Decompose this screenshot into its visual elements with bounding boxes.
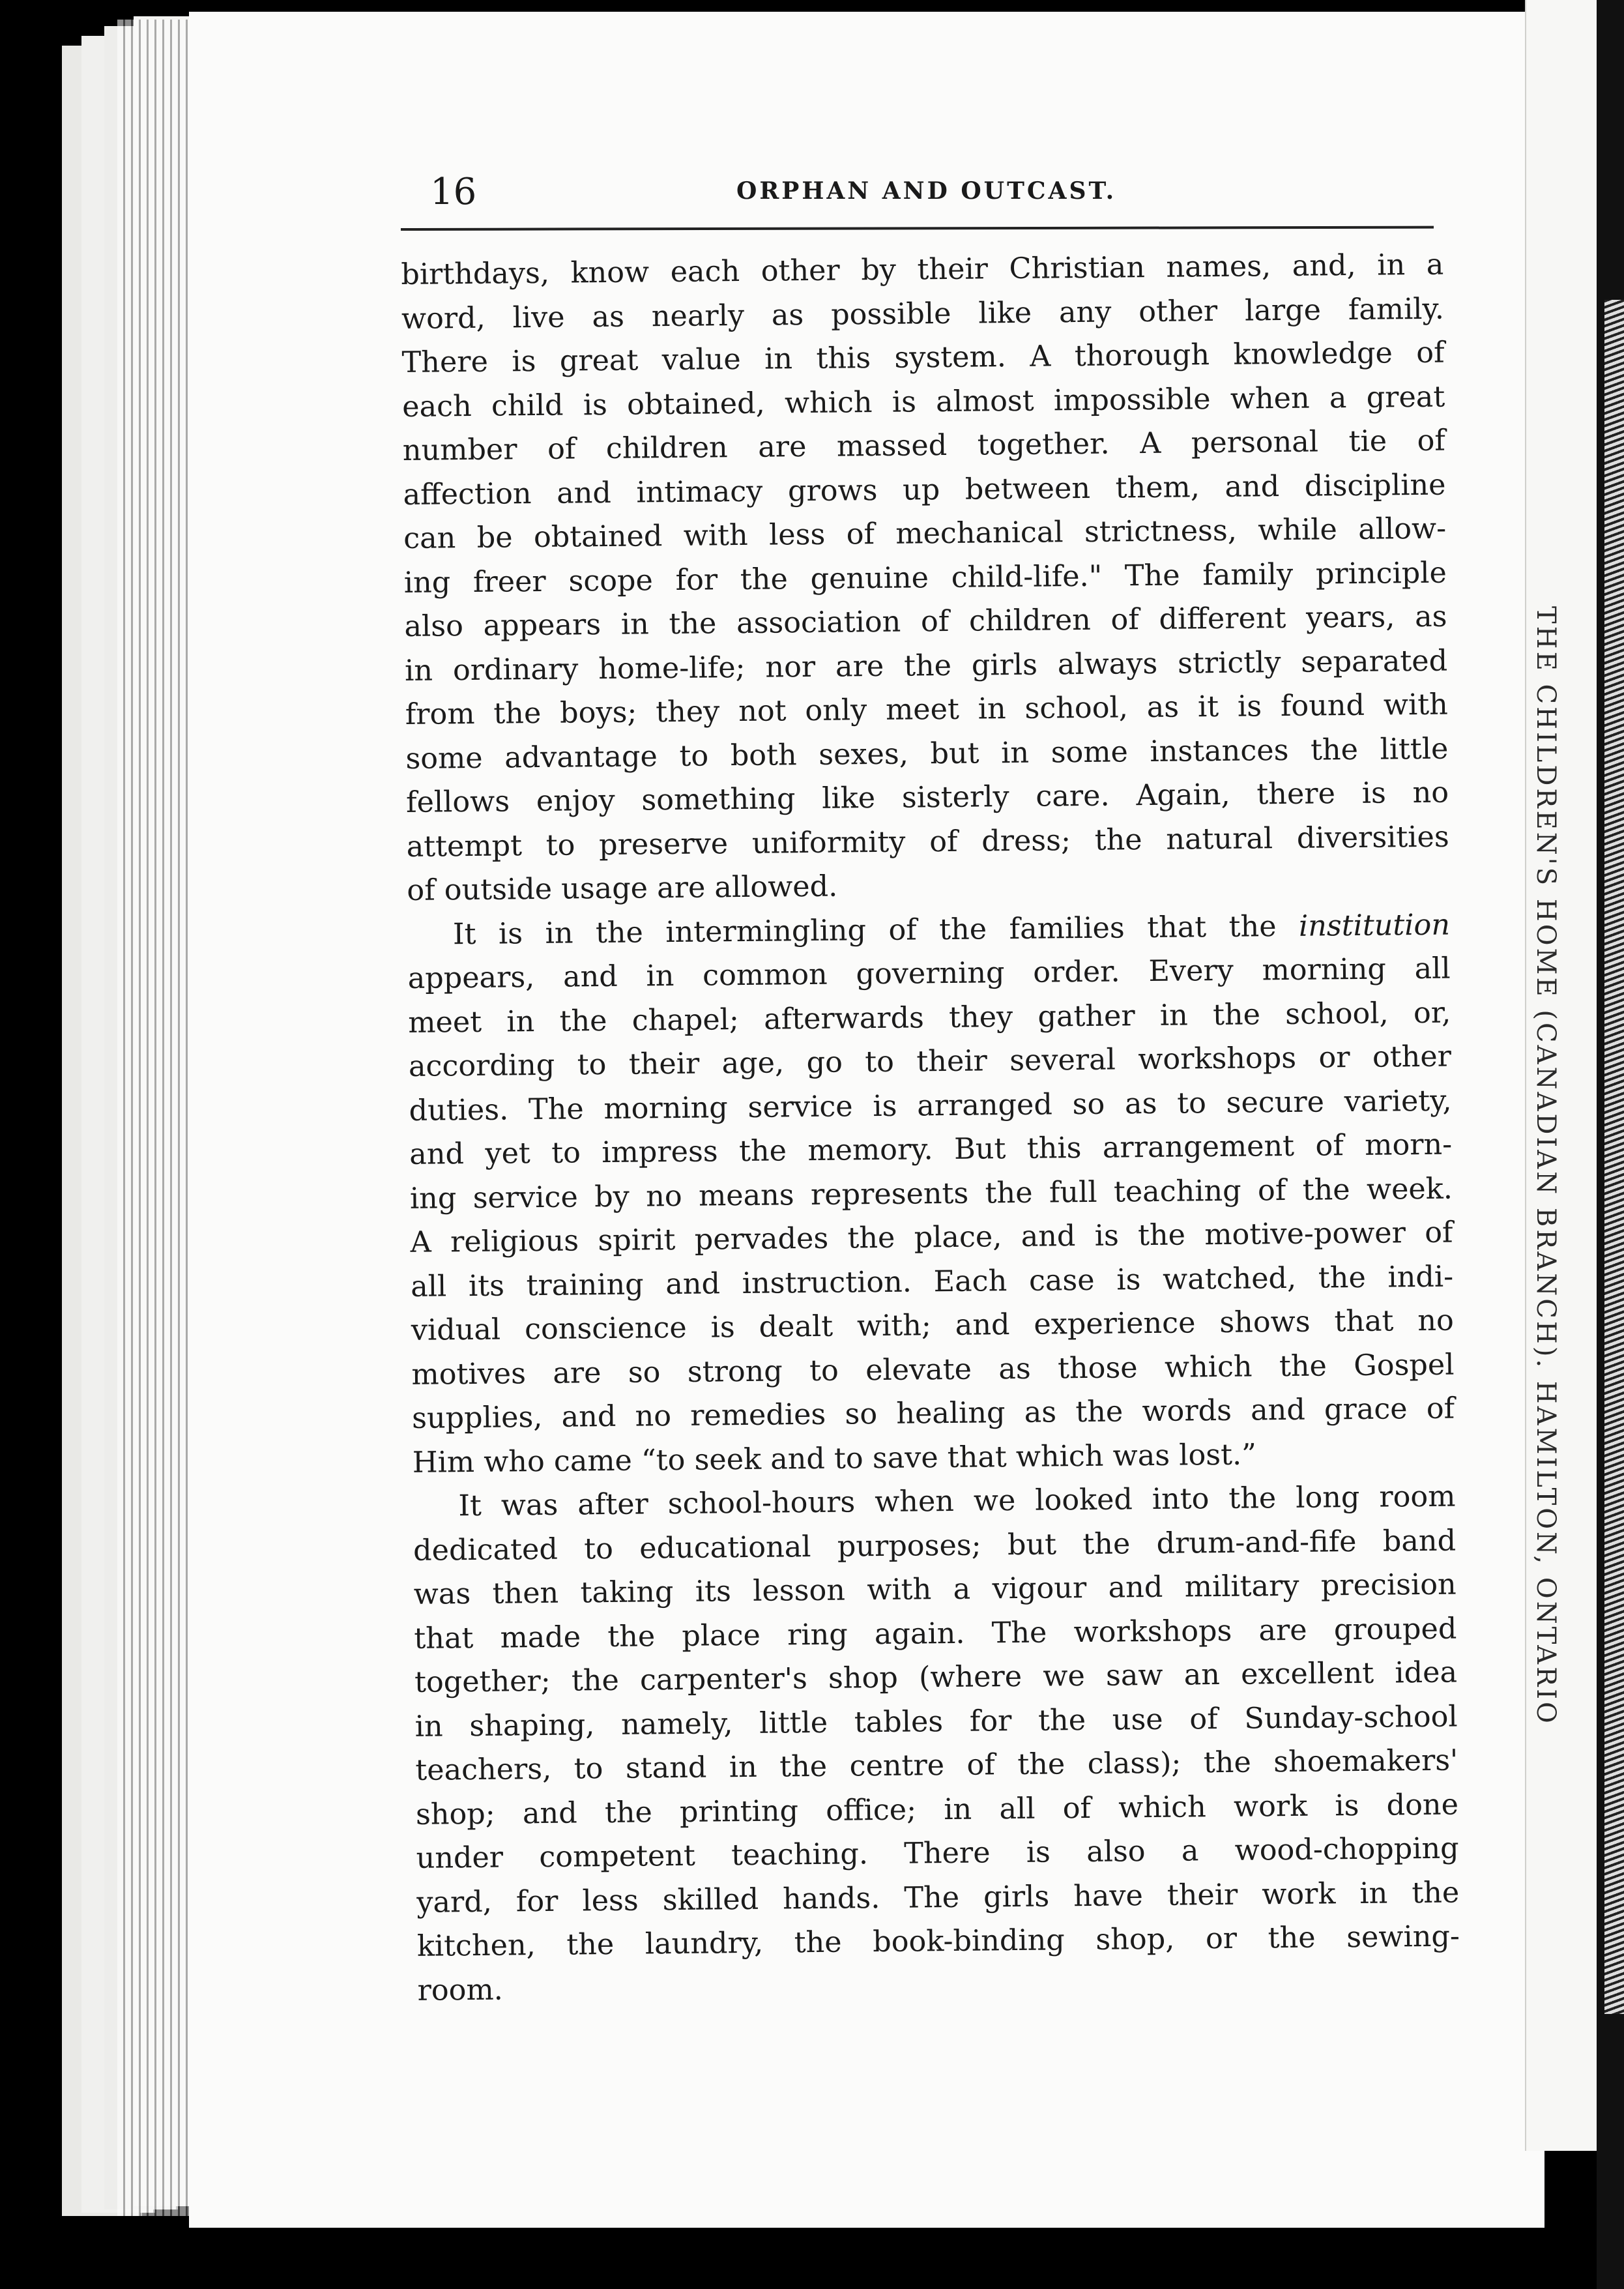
text-line: some advantage to both sexes, but in some instances the little: [405, 732, 1449, 776]
text-line: teachers, to stand in the centre of the class); the shoemakers': [415, 1743, 1458, 1787]
page-number: 16: [430, 171, 477, 213]
text-line: according to their age, go to their several workshops or other: [408, 1040, 1452, 1083]
text-line: It was after school-hours when we looked into the long room: [458, 1480, 1456, 1523]
text-line: in shaping, namely, little tables for the use of Sunday-school: [414, 1700, 1458, 1743]
text-line: vidual conscience is dealt with; and experience shows that no: [411, 1304, 1455, 1347]
text-line: Him who came “to seek and to save that which was lost.”: [412, 1437, 1257, 1480]
text-line: ing freer scope for the genuine child-life." The family principle: [403, 556, 1447, 600]
text-line: from the boys; they not only meet in school, as it is found with: [405, 688, 1448, 731]
text-line: number of children are massed together. A personal tie of: [402, 424, 1446, 467]
italic-word: institution: [1298, 908, 1451, 943]
text-line: together; the carpenter's shop (where we saw an excellent idea: [414, 1655, 1458, 1699]
text-line: birthdays, know each other by their Christian names, and, in a: [401, 248, 1444, 291]
text-line: can be obtained with less of mechanical strictness, while allow-: [403, 512, 1447, 555]
text-line: duties. The morning service is arranged so as to secure variety,: [409, 1084, 1452, 1128]
text-line: fellows enjoy something like sisterly care. Again, there is no: [405, 776, 1449, 819]
text-line: It is in the intermingling of the families that the institution: [452, 908, 1451, 951]
text-line: dedicated to educational purposes; but the drum-and-fife band: [413, 1524, 1457, 1567]
text-line: of outside usage are allowed.: [407, 869, 838, 907]
text-line: under competent teaching. There is also a wood-chopping: [416, 1831, 1459, 1875]
text-line: word, live as nearly as possible like any other large family.: [401, 292, 1445, 336]
text-line: in ordinary home-life; nor are the girls always strictly separated: [404, 644, 1448, 688]
text-line: meet in the chapel; afterwards they gather in the school, or,: [408, 996, 1451, 1040]
text-line: that made the place ring again. The workshops are grouped: [414, 1612, 1457, 1655]
text-line: was then taking its lesson with a vigour and military precision: [413, 1567, 1457, 1611]
text-line: room.: [417, 1973, 504, 2007]
text-line: attempt to preserve uniformity of dress; the natural diversities: [406, 820, 1449, 864]
spine-caption: THE CHILDREN'S HOME (CANADIAN BRANCH). HAMILTON, ONTARIO: [1531, 606, 1561, 1726]
text-line: appears, and in common governing order. Every morning all: [407, 952, 1451, 995]
text-line: also appears in the association of children of different years, as: [404, 600, 1447, 643]
facing-engraving: [1604, 300, 1624, 2014]
text-line: supplies, and no remedies so healing as the words and grace of: [411, 1392, 1455, 1435]
text-line: each child is obtained, which is almost impossible when a great: [402, 380, 1445, 424]
text-line: affection and intimacy grows up between them, and discipline: [403, 468, 1446, 512]
text-line: kitchen, the laundry, the book-binding shop, or the sewing-: [416, 1919, 1460, 1963]
text-line: motives are so strong to elevate as those which the Gospel: [411, 1348, 1455, 1392]
body-text: [401, 243, 1460, 2013]
text-line: shop; and the printing office; in all of which work is done: [415, 1788, 1459, 1831]
text-line: There is great value in this system. A thorough knowledge of: [401, 336, 1445, 379]
text-line: A religious spirit pervades the place, and is the motive-power of: [410, 1216, 1453, 1259]
running-head: ORPHAN AND OUTCAST.: [736, 177, 1117, 205]
text-line: all its training and instruction. Each case is watched, the indi-: [410, 1260, 1454, 1304]
text-line: yard, for less skilled hands. The girls have their work in the: [416, 1876, 1460, 1919]
text-line: ing service by no means represents the full teaching of the week.: [409, 1172, 1453, 1216]
text-line: and yet to impress the memory. But this arrangement of morn-: [409, 1128, 1453, 1171]
